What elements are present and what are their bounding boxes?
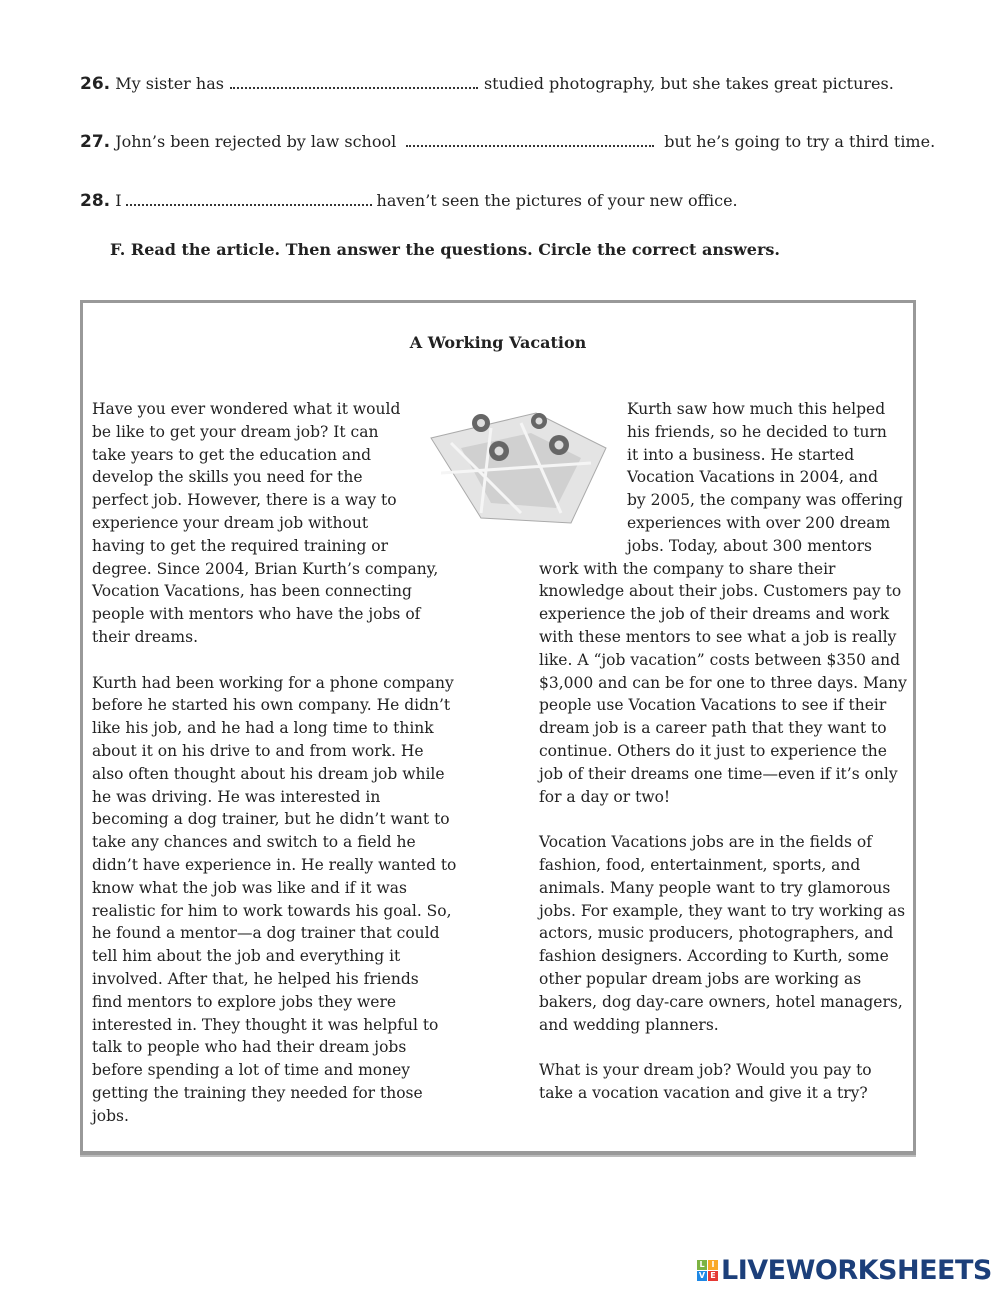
article-line: people with mentors who have the jobs of [92, 605, 421, 624]
answer-blank-28[interactable] [126, 192, 372, 206]
article-line: animals. Many people want to try glamorous [539, 878, 891, 897]
answer-blank-26[interactable] [230, 75, 478, 89]
article-line: having to get the required training or [92, 536, 389, 555]
article-line: before spending a lot of time and money [92, 1061, 411, 1080]
article-line: experience your dream job without [92, 514, 369, 532]
article-line: Vocation Vacations jobs are in the fields of [539, 833, 872, 852]
question-text: but he’s going to try a third time. [664, 132, 936, 151]
liveworksheets-logo [697, 1255, 992, 1286]
article-line: Vocation Vacations, has been connecting [92, 582, 412, 601]
map-with-pins-icon [421, 403, 611, 528]
article-box [80, 300, 916, 1155]
article-line: What is your dream job? Would you pay to [539, 1061, 872, 1080]
article-line: Vocation Vacations in 2004, and [627, 468, 879, 487]
article-line: dream job is a career path that they want to [539, 719, 887, 738]
article-line: their dreams. [92, 628, 199, 646]
article-line: involved. After that, he helped his friends [92, 970, 419, 988]
article-line: degree. Since 2004, Brian Kurth’s company, [92, 559, 439, 578]
article-line: $3,000 and can be for one to three days. Many [539, 673, 907, 692]
article-line: Kurth saw how much this helped [627, 400, 886, 418]
article-line: jobs. Today, about 300 mentors [627, 536, 872, 555]
article-line: about it on his drive to and from work. He [92, 742, 424, 760]
question-number: 27. [80, 132, 111, 152]
article-line: develop the skills you need for the [92, 468, 363, 487]
question-text: My sister has [115, 74, 224, 93]
article-line: fashion, food, entertainment, sports, and [539, 856, 861, 874]
article-line: know what the job was like and if it was [92, 878, 407, 897]
article-line: experience the job of their dreams and work [539, 605, 890, 624]
question-26 [80, 74, 894, 94]
article-line: with these mentors to see what a job is really [539, 628, 897, 646]
logo-letter: I [708, 1260, 718, 1270]
article-line: interested in. They thought it was helpful to [92, 1015, 439, 1034]
article-line: getting the training they needed for those [92, 1084, 423, 1102]
article-line: it into a business. He started [627, 445, 855, 464]
question-text: studied photography, but she takes great pictures. [483, 74, 894, 93]
question-text: haven’t seen the pictures of your new office. [376, 191, 738, 210]
question-text: I [115, 191, 122, 210]
article-line: job of their dreams one time—even if it’s only [539, 764, 898, 783]
article-line: bakers, dog day-care owners, hotel managers, [539, 992, 903, 1011]
article-line: his friends, so he decided to turn [627, 422, 887, 441]
article-line: be like to get your dream job? It can [92, 422, 379, 441]
article-line: jobs. [92, 1106, 129, 1125]
article-line: experiences with over 200 dream [627, 514, 891, 532]
question-number: 28. [80, 191, 111, 211]
article-line: knowledge about their jobs. Customers pay to [539, 582, 902, 601]
question-number: 26. [80, 74, 111, 94]
article-line: continue. Others do it just to experience the [539, 742, 887, 760]
question-text: John’s been rejected by law school [115, 132, 397, 151]
logo-letter: E [708, 1271, 718, 1281]
article-line: tell him about the job and everything it [92, 947, 401, 966]
article-line: people use Vocation Vacations to see if their [539, 696, 887, 715]
logo-icon [697, 1260, 718, 1281]
article-line: talk to people who had their dream jobs [92, 1038, 407, 1057]
question-28 [80, 191, 738, 211]
article-line: realistic for him to work towards his goal. So, [92, 901, 452, 920]
article-line: for a day or two! [539, 787, 671, 806]
article-title: A Working Vacation [409, 333, 587, 352]
article-line: didn’t have experience in. He really wanted to [92, 856, 457, 874]
article-line: work with the company to share their [539, 559, 836, 578]
article-line: take any chances and switch to a field he [92, 833, 416, 852]
article-line: like. A “job vacation” costs between $350 and [539, 650, 901, 669]
article-line: actors, music producers, photographers, and [539, 924, 894, 943]
answer-blank-27[interactable] [406, 133, 654, 147]
article-line: like his job, and he had a long time to think [92, 719, 434, 738]
article-line: jobs. For example, they want to try working as [539, 901, 906, 920]
logo-text: LIVEWORKSHEETS [721, 1255, 992, 1286]
article-line: fashion designers. According to Kurth, some [539, 947, 889, 966]
article-line: find mentors to explore jobs they were [92, 992, 397, 1011]
article-line: he found a mentor—a dog trainer that could [92, 924, 440, 943]
article-line: before he started his own company. He didn’t [92, 696, 451, 715]
article-line: other popular dream jobs are working as [539, 970, 862, 988]
article-line: take a vocation vacation and give it a try? [539, 1084, 868, 1102]
article-line: perfect job. However, there is a way to [92, 491, 397, 510]
article-line: take years to get the education and [92, 445, 372, 464]
article-line: also often thought about his dream job while [92, 764, 445, 783]
article-line: Kurth had been working for a phone company [92, 673, 454, 692]
logo-letter: L [697, 1260, 707, 1270]
section-instruction: F. Read the article. Then answer the questions. Circle the correct answers. [110, 240, 780, 259]
article-line: and wedding planners. [539, 1015, 719, 1034]
article-line: he was driving. He was interested in [92, 787, 381, 806]
article-line: becoming a dog trainer, but he didn’t want to [92, 810, 450, 829]
article-line: by 2005, the company was offering [627, 491, 903, 510]
question-27 [80, 132, 935, 152]
article-line: Have you ever wondered what it would [92, 400, 401, 418]
logo-letter: V [698, 1271, 706, 1280]
